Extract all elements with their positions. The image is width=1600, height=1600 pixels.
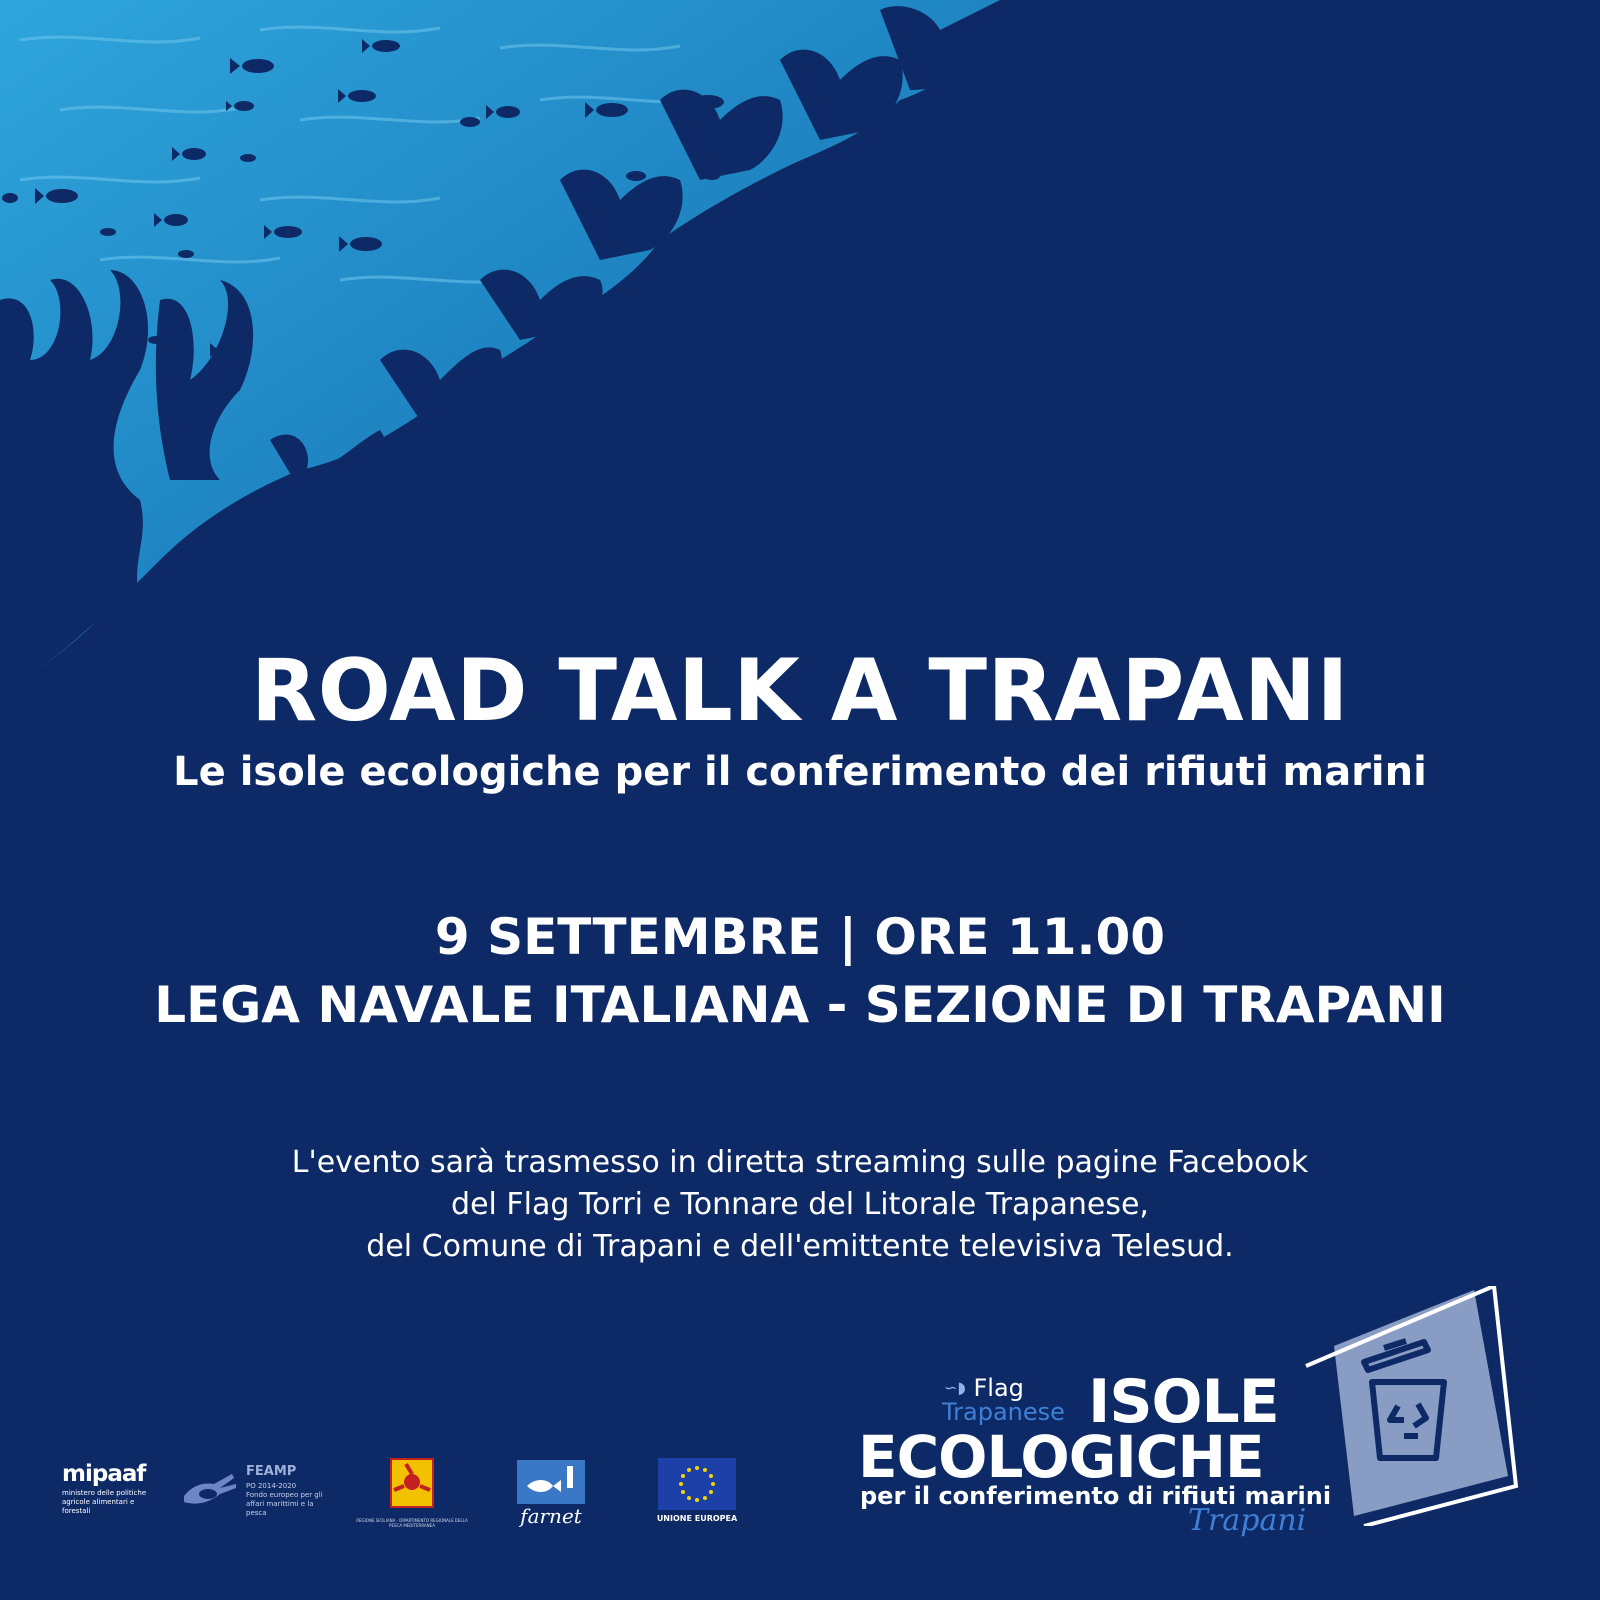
streaming-note-line: del Comune di Trapani e dell'emittente televisiva Telesud. [366, 1229, 1234, 1264]
hand-fish-icon [180, 1466, 240, 1510]
project-city: Trapani [1188, 1503, 1307, 1538]
feamp-logo [180, 1462, 330, 1518]
fish-icon: ∽◗ [944, 1378, 966, 1397]
eu-logo [654, 1458, 738, 1526]
underwater-illustration [0, 0, 1010, 680]
isole-ecologiche-logo [854, 1286, 1554, 1536]
regione-siciliana-logo [356, 1456, 468, 1526]
project-line1: ISOLE [1088, 1367, 1279, 1437]
recycle-bin-icon [1294, 1286, 1544, 1526]
event-title: ROAD TALK A TRAPANI [251, 641, 1349, 741]
streaming-note-line: del Flag Torri e Tonnare del Litorale Trapanese, [451, 1187, 1149, 1222]
mipaaf-caption-line: agricole alimentari e forestali [62, 1498, 135, 1515]
event-venue: LEGA NAVALE ITALIANA - SEZIONE DI TRAPANI [154, 976, 1446, 1034]
farnet-name: farnet [520, 1504, 582, 1528]
farnet-box [517, 1460, 585, 1504]
mipaaf-name: mipaaf [62, 1461, 146, 1487]
project-tagline: per il conferimento di rifiuti marini [860, 1482, 1332, 1510]
farnet-logo [511, 1456, 587, 1526]
mipaaf-caption-line: ministero delle politiche [62, 1489, 147, 1497]
eu-name: UNIONE EUROPEA [656, 1514, 738, 1523]
event-subtitle: Le isole ecologiche per il conferimento dei rifiuti marini [173, 749, 1427, 795]
regione-caption: REGIONE SICILIANA - DIPARTIMENTO REGIONALE DELLA PESCA MEDITERRANEA [356, 1518, 468, 1528]
feamp-caption-line: PO 2014-2020 [246, 1482, 297, 1490]
event-date-time: 9 SETTEMBRE | ORE 11.00 [434, 908, 1166, 966]
flag-sub-label: Trapanese [942, 1398, 1065, 1426]
feamp-caption [246, 1482, 336, 1518]
project-line2: ECOLOGICHE [858, 1423, 1264, 1491]
mipaaf-logo [62, 1463, 158, 1516]
flag-label-text: Flag [973, 1374, 1024, 1402]
feamp-caption-line: affari marittimi e la pesca [246, 1500, 314, 1517]
mipaaf-caption [62, 1489, 158, 1516]
streaming-note-line: L'evento sarà trasmesso in diretta streaming sulle pagine Facebook [291, 1145, 1309, 1180]
streaming-note [0, 1142, 1600, 1268]
feamp-name: FEAMP [246, 1464, 297, 1479]
feamp-caption-line: Fondo europeo per gli [246, 1491, 323, 1499]
trinacria-crest-icon [390, 1458, 434, 1508]
eu-flag-icon [658, 1458, 736, 1510]
